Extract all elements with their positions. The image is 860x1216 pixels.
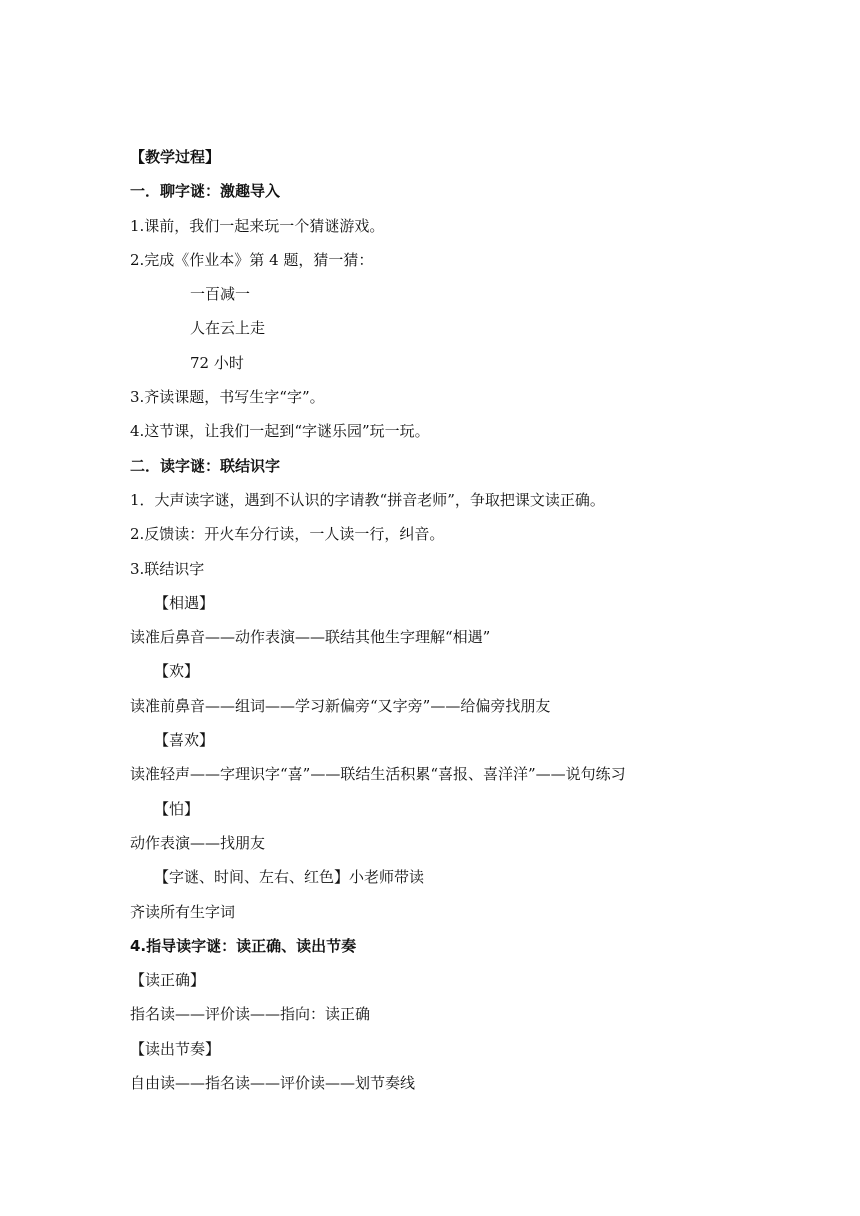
part1-heading: 一．聊字谜：激趣导入 [130,182,281,201]
group-read-line: 【字谜、时间、左右、红色】小老师带读 [154,868,425,887]
word-steps-xiangyu: 读准后鼻音——动作表演——联结其他生字理解“相遇” [130,628,491,647]
read-rhythm-steps: 自由读——指名读——评价读——划节奏线 [130,1074,416,1093]
part2-item-2: 2.反馈读：开火车分行读，一人读一行，纠音。 [130,525,445,544]
riddle-3: 72 小时 [190,353,244,372]
word-steps-huan: 读准前鼻音——组词——学习新偏旁“又字旁”——给偏旁找朋友 [130,696,551,715]
word-label-huan: 【欢】 [154,662,200,681]
item4-heading: 4.指导读字谜：读正确、读出节奏 [130,936,357,955]
part2-item-1: 1．大声读字谜，遇到不认识的字请教“拼音老师”，争取把课文读正确。 [130,490,605,509]
read-correct-steps: 指名读——评价读——指向：读正确 [130,1005,371,1024]
riddle-2: 人在云上走 [190,319,266,338]
word-steps-xihuan: 读准轻声——字理识字“喜”——联结生活积累“喜报、喜洋洋”——说句练习 [130,765,626,784]
part2-heading: 二．读字谜：联结识字 [130,456,281,475]
read-rhythm-label: 【读出节奏】 [130,1039,221,1058]
section-title: 【教学过程】 [130,148,221,166]
document-body [130,144,750,1104]
word-label-xiangyu: 【相遇】 [154,593,215,612]
part1-item-3: 3.齐读课题，书写生字“字”。 [130,388,325,407]
read-correct-label: 【读正确】 [130,971,206,990]
word-label-xihuan: 【喜欢】 [154,731,215,750]
riddle-1: 一百减一 [190,285,251,304]
word-steps-pa: 动作表演——找朋友 [130,833,266,852]
part1-item-1: 1.课前，我们一起来玩一个猜谜游戏。 [130,216,385,235]
word-label-pa: 【怕】 [154,799,200,818]
part1-item-2: 2.完成《作业本》第 4 题，猜一猜： [130,250,374,269]
part1-item-4: 4.这节课，让我们一起到“字谜乐园”玩一玩。 [130,422,430,441]
all-read-line: 齐读所有生字词 [130,902,236,921]
part2-item-3: 3.联结识字 [130,559,205,578]
